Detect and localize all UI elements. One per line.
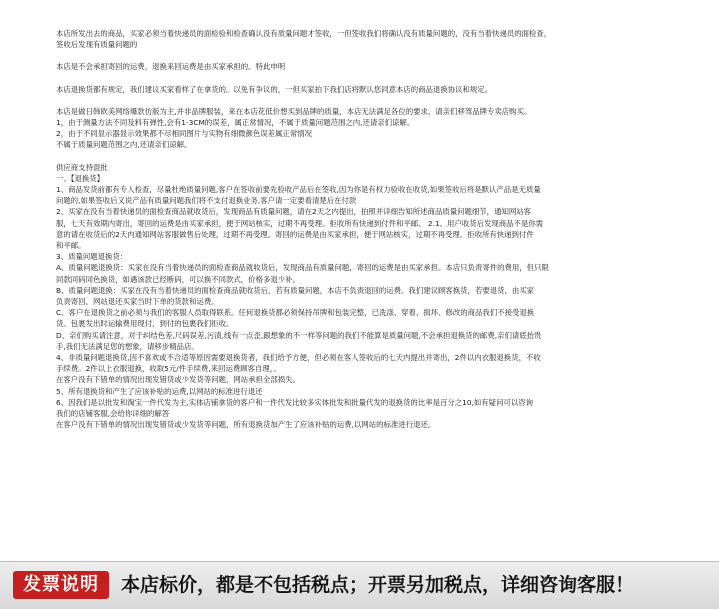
clause-line: 6、因我们是以批发和淘宝一件代发为主,实体店铺拿货的客户和一件代发比较多实体批发和批量代发的退换货的比率是百分之10,如有疑问可以咨询 <box>56 397 534 407</box>
invoice-notice-text: 本店标价，都是不包括税点；开票另加税点，详细咨询客服！ <box>121 574 635 596</box>
clause-line: 意的请在收货后的2天内通知网站客服做售后处理，过期不再受理。寄回的运费是由买家承担，便于网站核实，过期不再受理。拒收所有快递到付件 <box>56 229 534 239</box>
notice-line-2: 1，由于测量方法不同及料有弹性,会有1-3CM的误差，属正常情况，不属于质量问题范围之内,还请亲们谅解。 <box>56 118 415 128</box>
clause-line: 1、商品发货前都有专人检查，尽量杜绝质量问题,客户在签收前要先验收产品后在签收,因为你是有权力验收在收货,如果签收后将是默认产品是无质量 <box>56 185 541 195</box>
invoice-banner <box>0 561 719 609</box>
notice-line-3: 2，由于不同显示器显示效果都不尽相同图片与实物有细微颜色误差属正常情况 <box>56 129 312 139</box>
clause-line: 问题的,如果签收后又说产品有质量问题我们将不支付退换业务,客户请一定要看清楚后在付款 <box>56 196 357 206</box>
clause-line: B、质量问题退换：买家在没有当着快递员的面检查商品就收货后，若有质量问题，本店不负责退回的运费。我们建议顾客换货，若要退货，由买家 <box>56 285 535 295</box>
clause-line: 在客户没有下错单的情况出现发错货或少发货等问题，所有退换货加产生了应该补贴的运费,以网站的标准进行退还。 <box>56 420 436 430</box>
section-title: 一、【退换货】 <box>56 173 105 183</box>
return-policy: 本店退换货都有规定，我们建议买家看样了在拿货的。以免有争议的，一但买家拍下我们店将默认您同意本店的商品退换协议和规定。 <box>56 84 493 94</box>
invoice-badge: 发票说明 <box>13 571 109 599</box>
clause-line: 3、质量问题退换货： <box>56 252 128 262</box>
clause-line: D、亲们购买请注意，对于纠结色差,尺码误差,污渍,线有一点歪,跟想象的不一样等问题的我们不能算是质量问题,不会承担退换货的邮费,亲们请底抬贵 <box>56 330 542 340</box>
clause-line: 同款同码同色换货，如遇该款已经断码，可以换不同款式，价格多退少补。 <box>56 274 300 284</box>
intro-line-1: 本店所发出去的商品，买家必须当着快递员的面检验和检查确认没有质量问题才签收，一但签收我们将确认没有质量问题的，没有当着快递员的面检查， <box>56 29 552 38</box>
intro-line-2: 签收后发现有质量问题的 <box>56 40 138 50</box>
clause-line: A、质量问题退换货：买家在没有当着快递员的面检查商品就收货后，发现商品有质量问题，寄回的运费是由买家承担。本店只负责寄件的费用，但只限 <box>56 263 549 273</box>
supplier-support: 供应商支持混批 <box>56 162 108 172</box>
clause-line: 货。包裹发出时运输费用现付，到付的包裹我们拒收。 <box>56 319 234 329</box>
notice-line-1: 本店是做日韩欧美网络爆款仿版为主,并非品牌服装，来在本店花低价想买到品牌的质量，本店无法满足各位的要求，请亲们移驾品牌专卖店购买。 <box>56 106 532 116</box>
clause-line: 负责寄回，网站退还买家当时下单的货款和运费。 <box>56 297 219 307</box>
clause-line: 4、非质量问题退换货,因不喜欢或不合适等原因需要退换货者，我们给予方便，但必须在客人签收后的七天内提出并寄出，2件以内衣服退换货，不收 <box>56 353 541 363</box>
clause-line: 和平邮。 <box>56 241 86 251</box>
clause-line: 服，七天有效期内寄出，寄回的运费是由买家承担，便于网站核实，过期不再受理。拒收所有快递到付件和平邮。 2.1、用户收货后发现商品不是你需 <box>56 218 544 228</box>
clause-line: 手,我们无法满足您的想象，请移步精品店。 <box>56 341 199 351</box>
freight-note: 本店是不会承担寄回的运费，退换来回运费是由买家承担的。特此申明 <box>56 62 286 72</box>
clause-line: 手续费。2件以上衣服退换，收取5元/件手续费,来回运费顾客自理，。 <box>56 364 281 374</box>
clause-line: C、客户在退换货之前必须与我们的客服人员取得联系。任何退换货都必须保持吊牌和包装完整，已洗涤、穿着、损坏、修改的商品我们不接受退换 <box>56 308 535 318</box>
clause-line: 在客户没有下错单的情况出现发错货或少发货等问题，网站承担全部损失。 <box>56 375 300 385</box>
notice-line-4: 不属于质量问题范围之内,还请亲们谅解。 <box>56 140 192 150</box>
clause-line: 5、所有退换货和产生了应该补贴的运费,以网站的标准进行退还 <box>56 386 263 396</box>
clause-line: 我们的店铺客服,会给你详细的解答 <box>56 409 170 419</box>
clause-line: 2、买家在没有当着快递员的面检查商品就收货后，发现商品有质量问题，请在2天之内提出，拍照并详细告知所述商品质量问题细节，通知网站客 <box>56 207 532 217</box>
